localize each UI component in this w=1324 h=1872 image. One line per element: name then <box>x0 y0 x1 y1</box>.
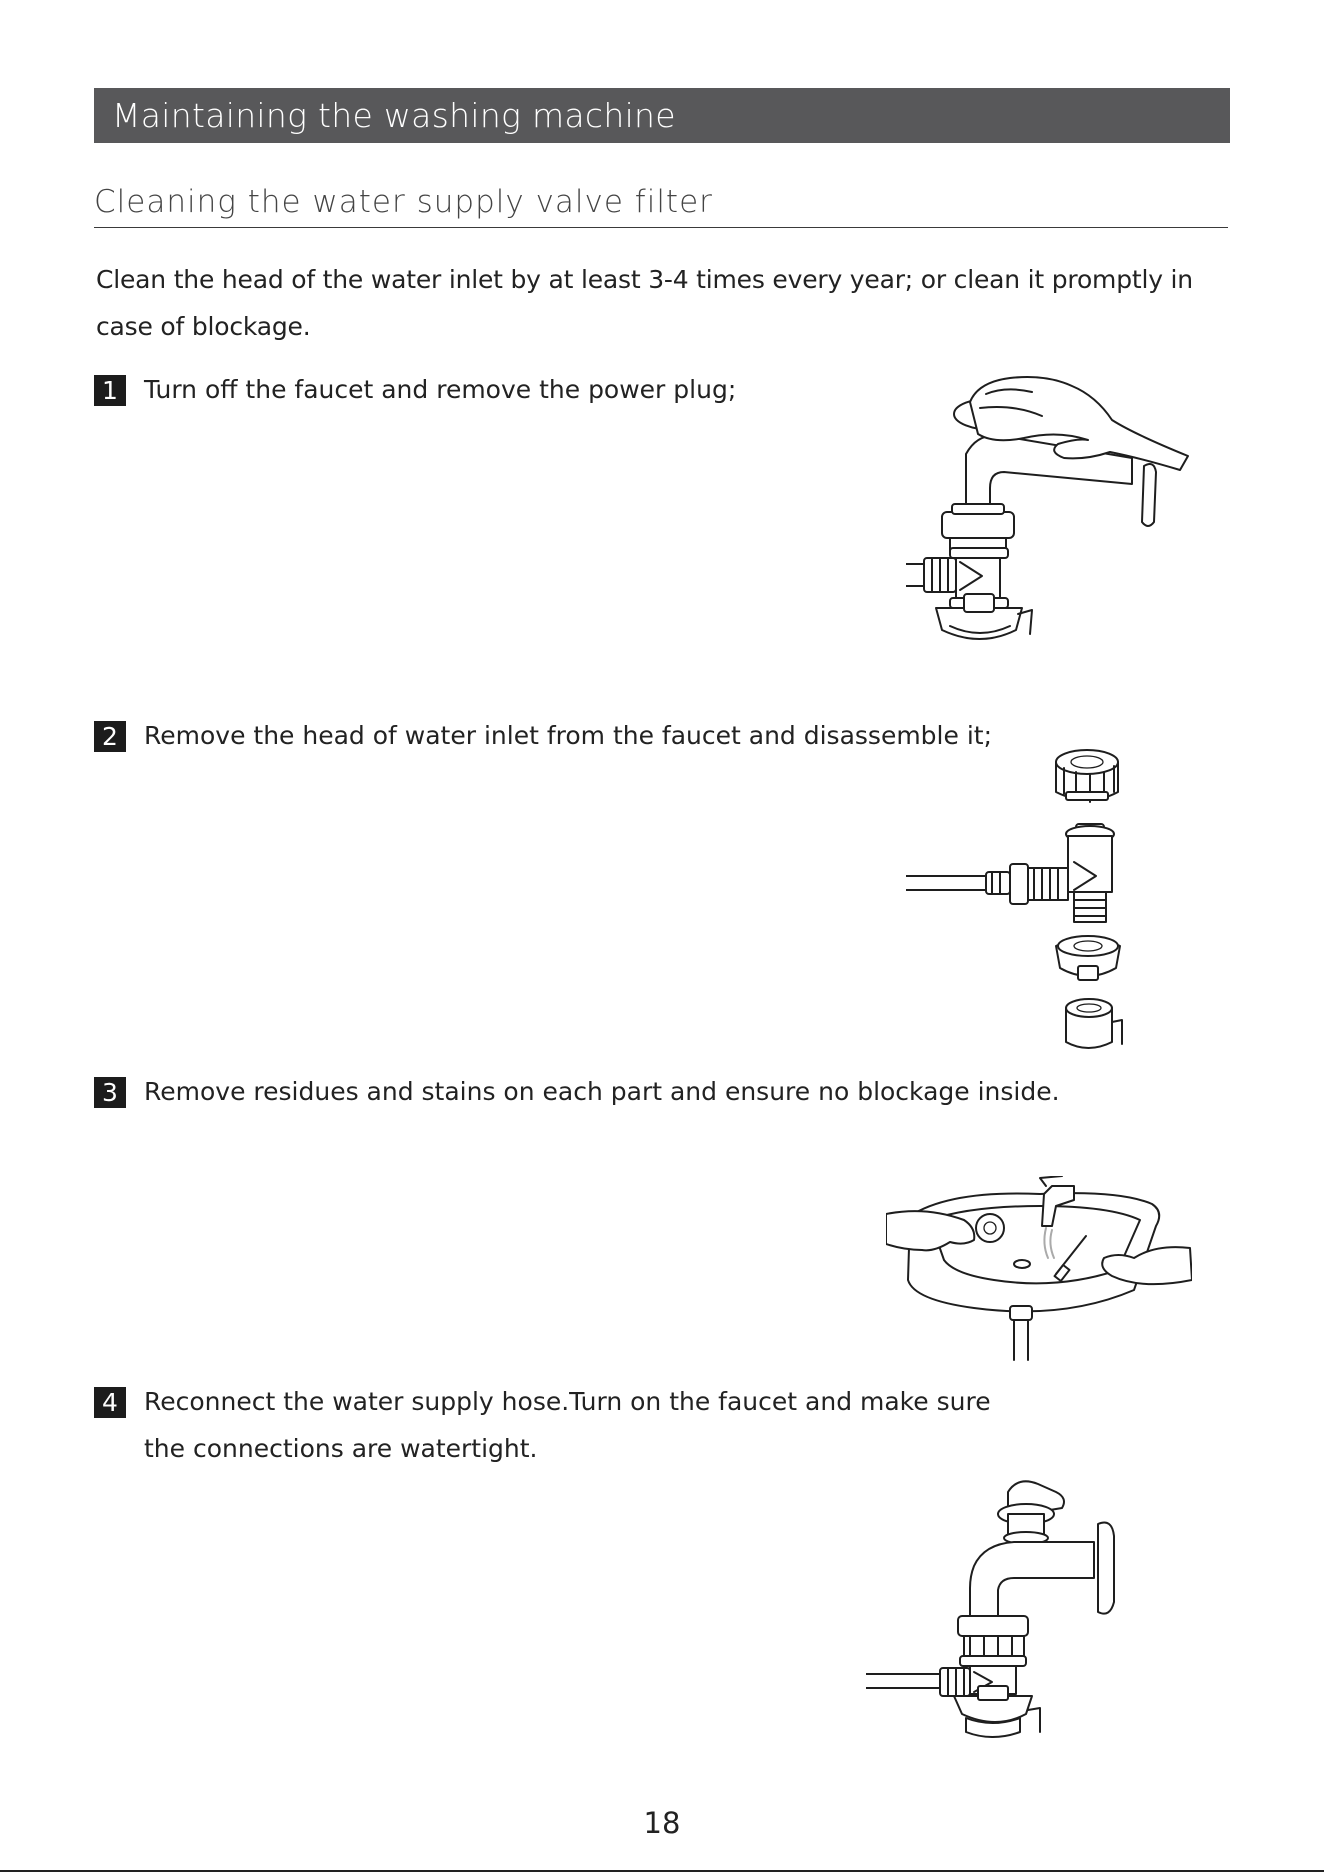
intro-paragraph: Clean the head of the water inlet by at least 3-4 times every year; or clean it promptly in case of blockage. <box>96 265 1193 341</box>
step-number-badge: 3 <box>94 1077 126 1108</box>
step-text: Turn off the faucet and remove the power plug; <box>144 375 737 404</box>
cleaning-sink-illustration <box>886 1176 1192 1362</box>
subsection-title: Cleaning the water supply valve filter <box>94 184 1228 228</box>
page-number: 18 <box>643 1806 681 1840</box>
faucet-reconnected-illustration <box>866 1474 1136 1738</box>
step-number-badge: 1 <box>94 375 126 406</box>
step-number-badge: 2 <box>94 721 126 752</box>
faucet-turn-off-illustration <box>906 372 1196 650</box>
section-title: Maintaining the washing machine <box>112 96 676 135</box>
section-title-bar <box>94 88 1230 143</box>
step-text: Reconnect the water supply hose.Turn on the faucet and make sure the connections are watertight. <box>144 1387 991 1463</box>
step-text: Remove residues and stains on each part and ensure no blockage inside. <box>144 1077 1060 1106</box>
step-number-badge: 4 <box>94 1387 126 1418</box>
inlet-disassembled-illustration <box>906 744 1138 1054</box>
step-text: Remove the head of water inlet from the faucet and disassemble it; <box>144 721 992 750</box>
